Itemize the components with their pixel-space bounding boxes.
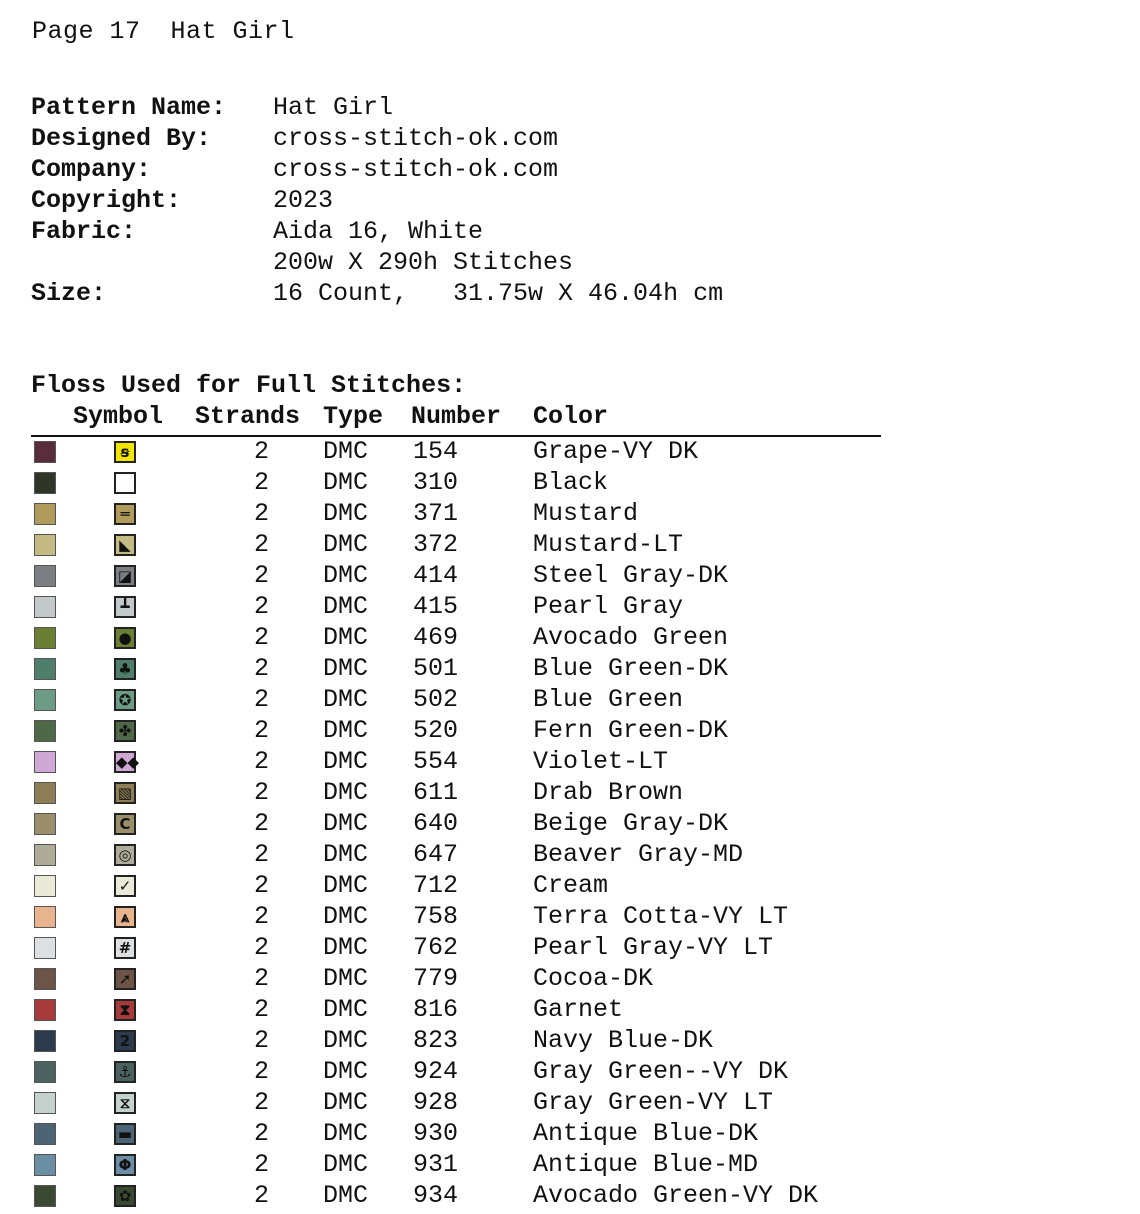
floss-row <box>0 685 1140 716</box>
floss-number: 928 <box>413 1088 459 1117</box>
floss-type: DMC <box>323 592 369 621</box>
floss-strands: 2 <box>254 530 270 559</box>
floss-type: DMC <box>323 747 369 776</box>
floss-color: Violet-LT <box>533 747 669 776</box>
meta-row <box>31 123 723 154</box>
meta-row <box>31 278 723 309</box>
floss-type: DMC <box>323 840 369 869</box>
floss-row <box>0 623 1140 654</box>
floss-table <box>0 437 1140 1212</box>
floss-strands: 2 <box>254 995 270 1024</box>
floss-color: Cream <box>533 871 609 900</box>
floss-strands: 2 <box>254 685 270 714</box>
color-swatch <box>34 1123 56 1145</box>
meta-label: Company: <box>31 155 152 184</box>
floss-strands: 2 <box>254 561 270 590</box>
floss-color: Cocoa-DK <box>533 964 654 993</box>
floss-table-header <box>31 402 881 437</box>
floss-strands: 2 <box>254 1119 270 1148</box>
floss-color: Drab Brown <box>533 778 684 807</box>
floss-strands: 2 <box>254 437 270 466</box>
floss-strands: 2 <box>254 1181 270 1210</box>
stitch-symbol-icon: ⧖ <box>114 1092 136 1114</box>
color-swatch <box>34 782 56 804</box>
floss-row <box>0 716 1140 747</box>
floss-row <box>0 778 1140 809</box>
floss-row <box>0 1088 1140 1119</box>
floss-row <box>0 561 1140 592</box>
color-swatch <box>34 844 56 866</box>
color-swatch <box>34 937 56 959</box>
floss-row <box>0 964 1140 995</box>
stitch-symbol-icon: ꞩ <box>114 441 136 463</box>
meta-row <box>31 154 723 185</box>
floss-type: DMC <box>323 716 369 745</box>
floss-row <box>0 592 1140 623</box>
color-swatch <box>34 1061 56 1083</box>
floss-color: Gray Green-VY LT <box>533 1088 774 1117</box>
page-number: Page 17 <box>32 17 141 46</box>
floss-number: 310 <box>413 468 459 497</box>
floss-type: DMC <box>323 468 369 497</box>
floss-number: 640 <box>413 809 459 838</box>
floss-number: 823 <box>413 1026 459 1055</box>
color-swatch <box>34 875 56 897</box>
floss-strands: 2 <box>254 840 270 869</box>
page-title: Hat Girl <box>170 17 295 46</box>
floss-color: Gray Green--VY DK <box>533 1057 789 1086</box>
stitch-symbol-icon: ✓ <box>114 875 136 897</box>
col-color: Color <box>533 402 609 431</box>
floss-row <box>0 995 1140 1026</box>
stitch-symbol-icon: ◪ <box>114 565 136 587</box>
floss-color: Navy Blue-DK <box>533 1026 714 1055</box>
floss-color: Beige Gray-DK <box>533 809 729 838</box>
floss-type: DMC <box>323 1119 369 1148</box>
floss-number: 934 <box>413 1181 459 1210</box>
col-type: Type <box>323 402 384 431</box>
floss-strands: 2 <box>254 871 270 900</box>
floss-color: Beaver Gray-MD <box>533 840 744 869</box>
meta-value: 2023 <box>273 186 334 215</box>
floss-number: 371 <box>413 499 459 528</box>
stitch-symbol-icon: ◆◆ <box>116 753 140 771</box>
color-swatch <box>34 813 56 835</box>
floss-strands: 2 <box>254 623 270 652</box>
floss-strands: 2 <box>254 716 270 745</box>
floss-number: 924 <box>413 1057 459 1086</box>
floss-color: Blue Green-DK <box>533 654 729 683</box>
floss-color: Mustard-LT <box>533 530 684 559</box>
color-swatch <box>34 751 56 773</box>
floss-strands: 2 <box>254 747 270 776</box>
color-swatch <box>34 1030 56 1052</box>
floss-row <box>0 468 1140 499</box>
floss-type: DMC <box>323 1057 369 1086</box>
color-swatch <box>34 534 56 556</box>
floss-type: DMC <box>323 995 369 1024</box>
stitch-symbol-icon: ⚓ <box>114 1061 136 1083</box>
stitch-symbol-icon: ➚ <box>114 968 136 990</box>
color-swatch <box>34 906 56 928</box>
meta-label: Designed By: <box>31 124 212 153</box>
color-swatch <box>34 1154 56 1176</box>
color-swatch <box>34 441 56 463</box>
meta-value: cross-stitch-ok.com <box>273 155 559 184</box>
floss-row <box>0 747 1140 778</box>
floss-color: Pearl Gray <box>533 592 684 621</box>
floss-color: Blue Green <box>533 685 684 714</box>
floss-color: Black <box>533 468 609 497</box>
floss-number: 501 <box>413 654 459 683</box>
stitch-symbol-icon: 2 <box>114 1030 136 1052</box>
floss-type: DMC <box>323 871 369 900</box>
stitch-symbol-icon: # <box>114 937 136 959</box>
floss-strands: 2 <box>254 1026 270 1055</box>
meta-value: cross-stitch-ok.com <box>273 124 559 153</box>
floss-number: 502 <box>413 685 459 714</box>
floss-color: Avocado Green-VY DK <box>533 1181 819 1210</box>
floss-number: 415 <box>413 592 459 621</box>
floss-row <box>0 871 1140 902</box>
col-strands: Strands <box>195 402 301 431</box>
col-number: Number <box>411 402 502 431</box>
floss-strands: 2 <box>254 1088 270 1117</box>
color-swatch <box>34 596 56 618</box>
floss-type: DMC <box>323 499 369 528</box>
floss-color: Avocado Green <box>533 623 729 652</box>
stitch-symbol-icon: ✪ <box>114 689 136 711</box>
floss-strands: 2 <box>254 809 270 838</box>
color-swatch <box>34 1092 56 1114</box>
floss-strands: 2 <box>254 902 270 931</box>
floss-row <box>0 437 1140 468</box>
floss-type: DMC <box>323 561 369 590</box>
floss-type: DMC <box>323 1026 369 1055</box>
floss-type: DMC <box>323 1088 369 1117</box>
color-swatch <box>34 999 56 1021</box>
floss-color: Garnet <box>533 995 624 1024</box>
floss-number: 154 <box>413 437 459 466</box>
stitch-symbol-icon: ▧ <box>114 782 136 804</box>
floss-strands: 2 <box>254 654 270 683</box>
floss-row <box>0 1026 1140 1057</box>
col-symbol: Symbol <box>73 402 164 431</box>
stitch-symbol-icon: ⧗ <box>114 999 136 1021</box>
floss-strands: 2 <box>254 1150 270 1179</box>
stitch-symbol-icon: ┻ <box>114 596 136 618</box>
floss-color: Mustard <box>533 499 639 528</box>
floss-type: DMC <box>323 778 369 807</box>
floss-type: DMC <box>323 933 369 962</box>
floss-number: 779 <box>413 964 459 993</box>
page-header <box>32 17 325 46</box>
meta-value: 200w X 290h Stitches <box>273 248 574 277</box>
stitch-symbol-icon: ● <box>114 627 136 649</box>
floss-number: 554 <box>413 747 459 776</box>
floss-color: Fern Green-DK <box>533 716 729 745</box>
meta-row <box>31 92 723 123</box>
meta-value: 16 Count, 31.75w X 46.04h cm <box>273 279 724 308</box>
floss-color: Grape-VY DK <box>533 437 699 466</box>
color-swatch <box>34 720 56 742</box>
floss-row <box>0 840 1140 871</box>
pattern-info <box>31 92 723 309</box>
meta-value: Aida 16, White <box>273 217 484 246</box>
floss-number: 930 <box>413 1119 459 1148</box>
stitch-symbol-icon: Φ <box>114 1154 136 1176</box>
floss-color: Antique Blue-MD <box>533 1150 759 1179</box>
meta-row <box>31 185 723 216</box>
color-swatch <box>34 565 56 587</box>
floss-row <box>0 499 1140 530</box>
floss-strands: 2 <box>254 778 270 807</box>
floss-row <box>0 933 1140 964</box>
floss-row <box>0 1119 1140 1150</box>
floss-strands: 2 <box>254 468 270 497</box>
stitch-symbol-icon: C <box>114 813 136 835</box>
stitch-symbol-icon: ⩓ <box>114 906 136 928</box>
floss-type: DMC <box>323 1150 369 1179</box>
floss-type: DMC <box>323 530 369 559</box>
floss-strands: 2 <box>254 592 270 621</box>
floss-type: DMC <box>323 964 369 993</box>
floss-number: 816 <box>413 995 459 1024</box>
stitch-symbol-icon: ▬ <box>114 1123 136 1145</box>
floss-number: 611 <box>413 778 459 807</box>
stitch-symbol-icon <box>114 472 136 494</box>
stitch-symbol-icon: ♣ <box>114 658 136 680</box>
floss-type: DMC <box>323 437 369 466</box>
meta-label: Pattern Name: <box>31 93 227 122</box>
meta-label <box>31 247 273 278</box>
floss-number: 647 <box>413 840 459 869</box>
floss-number: 414 <box>413 561 459 590</box>
floss-strands: 2 <box>254 499 270 528</box>
meta-row <box>31 216 723 247</box>
floss-type: DMC <box>323 902 369 931</box>
floss-row <box>0 1057 1140 1088</box>
meta-row <box>31 247 723 278</box>
floss-number: 762 <box>413 933 459 962</box>
floss-row <box>0 1150 1140 1181</box>
floss-type: DMC <box>323 654 369 683</box>
floss-row <box>0 902 1140 933</box>
floss-number: 758 <box>413 902 459 931</box>
floss-section-title: Floss Used for Full Stitches: <box>31 371 467 400</box>
floss-row <box>0 1181 1140 1212</box>
color-swatch <box>34 689 56 711</box>
color-swatch <box>34 1185 56 1207</box>
floss-number: 469 <box>413 623 459 652</box>
floss-strands: 2 <box>254 1057 270 1086</box>
floss-number: 931 <box>413 1150 459 1179</box>
floss-number: 712 <box>413 871 459 900</box>
floss-color: Steel Gray-DK <box>533 561 729 590</box>
stitch-symbol-icon: ◣ <box>114 534 136 556</box>
meta-value: Hat Girl <box>273 93 394 122</box>
color-swatch <box>34 658 56 680</box>
stitch-symbol-icon: ✤ <box>114 720 136 742</box>
floss-row <box>0 654 1140 685</box>
floss-strands: 2 <box>254 964 270 993</box>
floss-color: Pearl Gray-VY LT <box>533 933 774 962</box>
stitch-symbol-icon: ═ <box>114 503 136 525</box>
floss-number: 520 <box>413 716 459 745</box>
stitch-symbol-icon: ◎ <box>114 844 136 866</box>
floss-type: DMC <box>323 685 369 714</box>
floss-type: DMC <box>323 623 369 652</box>
color-swatch <box>34 503 56 525</box>
color-swatch <box>34 627 56 649</box>
floss-color: Antique Blue-DK <box>533 1119 759 1148</box>
meta-label: Copyright: <box>31 186 182 215</box>
floss-type: DMC <box>323 809 369 838</box>
floss-color: Terra Cotta-VY LT <box>533 902 789 931</box>
meta-label: Fabric: <box>31 217 137 246</box>
color-swatch <box>34 968 56 990</box>
floss-type: DMC <box>323 1181 369 1210</box>
color-swatch <box>34 472 56 494</box>
meta-label: Size: <box>31 279 107 308</box>
floss-number: 372 <box>413 530 459 559</box>
stitch-symbol-icon: ✿ <box>114 1185 136 1207</box>
floss-strands: 2 <box>254 933 270 962</box>
floss-row <box>0 809 1140 840</box>
floss-row <box>0 530 1140 561</box>
